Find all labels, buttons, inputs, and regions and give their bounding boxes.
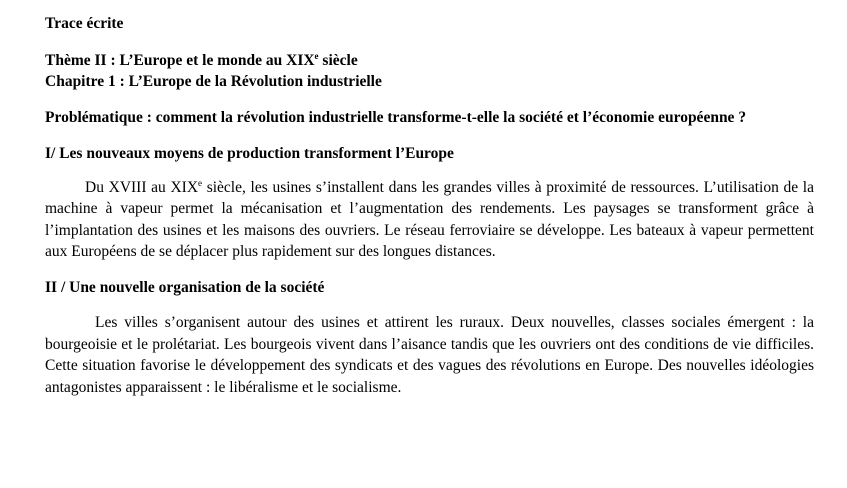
problematique: Problématique : comment la révolution industrielle transforme-t-elle la société et l’économie européenne ? <box>45 108 747 126</box>
chapter-title: Chapitre 1 : L’Europe de la Révolution industrielle <box>45 73 382 90</box>
document-label: Trace écrite <box>45 15 124 32</box>
section-2-title: II / Une nouvelle organisation de la société <box>45 278 325 296</box>
theme-title-superscript: e <box>314 50 319 61</box>
section-1-paragraph-start: Du XVIII au XIX <box>85 178 199 196</box>
section-1-paragraph-superscript: e <box>198 177 203 188</box>
theme-title-suffix: siècle <box>318 51 358 69</box>
section-2-paragraph: Les villes s’organisent autour des usines et attirent les ruraux. Deux nouvelles, classes sociales émergent : la bourgeoisie et le prolétariat. Les bourgeois vivent dans l’aisance tandis que les ouvriers ont des conditions de vie difficiles. Cette situation favorise le développement des syndicats et des vagues des révolutions en Europe. Des nouvelles idéologies antagonistes apparaissent : le libéralisme et le socialisme. <box>45 314 814 396</box>
section-1-title: I/ Les nouveaux moyens de production transforment l’Europe <box>45 145 454 162</box>
section-1-paragraph-rest: siècle, les usines s’installent dans les grandes villes à proximité de ressources. L’utilisation de la machine à vapeur permet la mécanisation et l’augmentation des rendements. Les paysages se transforment grâce à l’implantation des usines et les maisons des ouvriers. Le réseau ferroviaire se développe. Les bateaux à vapeur permettent aux Européens de se déplacer plus rapidement sur des longues distances. <box>45 178 814 260</box>
theme-title <box>45 50 814 72</box>
section-1-paragraph <box>45 177 814 263</box>
theme-title-main: Thème II : L’Europe et le monde au XIX <box>45 51 315 69</box>
